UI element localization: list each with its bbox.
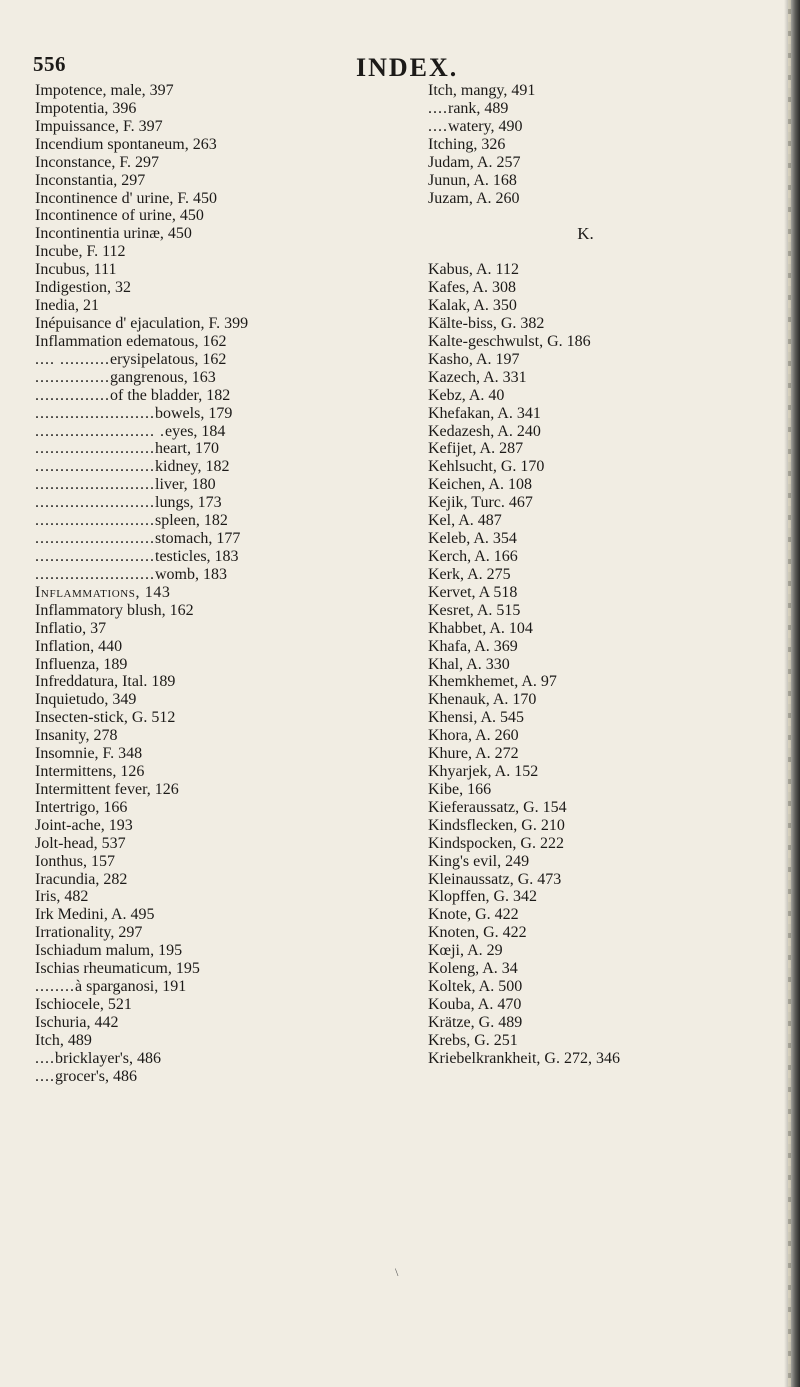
blank-line	[428, 207, 773, 225]
index-entry	[35, 297, 380, 315]
index-entry	[35, 656, 380, 674]
entry-text: Kabus, A. 112	[428, 261, 519, 279]
entry-text: grocer's, 486	[55, 1067, 137, 1085]
index-entry	[428, 727, 773, 745]
entry-text: of the bladder, 182	[110, 386, 231, 404]
index-entry	[428, 333, 773, 351]
entry-text: à sparganosi, 191	[75, 978, 187, 996]
entry-text: Khefakan, A. 341	[428, 404, 541, 422]
index-subentry	[35, 387, 380, 405]
entry-text: Kibe, 166	[428, 780, 492, 798]
index-entry	[35, 261, 380, 279]
leader-dots: ....	[35, 1067, 55, 1085]
leader-dots: ........................	[35, 565, 155, 583]
index-entry	[428, 817, 773, 835]
entry-text: Koltek, A. 500	[428, 978, 523, 996]
leader-dots: ....	[35, 1049, 55, 1067]
entry-text: Juzam, A. 260	[428, 189, 520, 207]
index-subentry	[35, 476, 380, 494]
index-subentry	[35, 423, 380, 441]
entry-text: Impotentia, 396	[35, 99, 137, 117]
leader-dots: ....	[428, 99, 448, 117]
leader-dots: ....	[428, 117, 448, 135]
entry-text: Kindspocken, G. 222	[428, 834, 564, 852]
entry-text: Inflammatory blush, 162	[35, 601, 194, 619]
leader-dots: ........................	[35, 512, 155, 530]
entry-text: Kalak, A. 350	[428, 297, 517, 315]
index-entry	[428, 261, 773, 279]
entry-text: Kel, A. 487	[428, 512, 502, 530]
entry-text: bowels, 179	[155, 404, 233, 422]
index-entry	[35, 727, 380, 745]
index-entry	[428, 960, 773, 978]
entry-text: Inconstance, F. 297	[35, 153, 160, 171]
entry-text: Incontinence of urine, 450	[35, 207, 204, 225]
entry-text: Kriebelkrankheit, G. 272, 346	[428, 1049, 620, 1067]
index-entry	[428, 458, 773, 476]
index-entry	[428, 942, 773, 960]
index-entry	[35, 82, 380, 100]
index-entry	[428, 369, 773, 387]
leader-dots: .... ..........	[35, 350, 110, 368]
entry-text: Inflatio, 37	[35, 619, 107, 637]
entry-text: Kerk, A. 275	[428, 565, 511, 583]
index-subentry	[35, 494, 380, 512]
index-entry	[428, 763, 773, 781]
index-entry	[428, 906, 773, 924]
entry-text: Inflammations, 143	[35, 583, 171, 601]
entry-text: Inépuisance d' ejaculation, F. 399	[35, 314, 249, 332]
index-subentry	[35, 351, 380, 369]
index-entry	[428, 190, 773, 208]
entry-text: Khensi, A. 545	[428, 709, 524, 727]
index-entry	[35, 996, 380, 1014]
entry-text: Kejik, Turc. 467	[428, 494, 533, 512]
entry-text: Kehlsucht, G. 170	[428, 458, 545, 476]
entry-text: Influenza, 189	[35, 655, 128, 673]
index-entry	[35, 745, 380, 763]
index-entry	[35, 136, 380, 154]
entry-text: Inedia, 21	[35, 297, 99, 315]
leader-dots: ........................	[35, 494, 155, 512]
entry-text: Insecten-stick, G. 512	[35, 709, 176, 727]
index-subentry	[35, 369, 380, 387]
entry-text: Koleng, A. 34	[428, 960, 518, 978]
entry-text: liver, 180	[155, 476, 216, 494]
index-subentry	[35, 405, 380, 423]
index-entry	[35, 799, 380, 817]
index-entry	[428, 835, 773, 853]
leader-dots: ........................	[35, 440, 155, 458]
entry-text: Intermittens, 126	[35, 763, 145, 781]
index-entry	[35, 906, 380, 924]
leader-dots: ........	[35, 978, 75, 996]
entry-text: Incendium spontaneum, 263	[35, 135, 217, 153]
index-entry	[428, 1050, 773, 1068]
index-subentry	[35, 458, 380, 476]
index-column-right	[428, 82, 773, 1068]
entry-text: Kesret, A. 515	[428, 601, 521, 619]
entry-text: Incubus, 111	[35, 261, 117, 279]
entry-text: Krebs, G. 251	[428, 1031, 518, 1049]
blank-line	[428, 243, 773, 261]
entry-text: Incube, F. 112	[35, 243, 126, 261]
index-entry	[35, 172, 380, 190]
index-entry	[35, 638, 380, 656]
entry-text: Kalte-geschwulst, G. 186	[428, 332, 591, 350]
entry-text: gangrenous, 163	[110, 368, 216, 386]
index-entry	[428, 853, 773, 871]
index-entry	[35, 835, 380, 853]
index-entry	[428, 440, 773, 458]
index-subentry	[35, 1050, 380, 1068]
entry-text: erysipelatous, 162	[110, 350, 227, 368]
index-entry	[428, 1032, 773, 1050]
entry-text: Irk Medini, A. 495	[35, 906, 155, 924]
entry-text: Khora, A. 260	[428, 727, 519, 745]
index-entry	[428, 584, 773, 602]
entry-text: Incontinentia urinæ, 450	[35, 225, 192, 243]
entry-text: Keleb, A. 354	[428, 530, 517, 548]
entry-text: Indigestion, 32	[35, 279, 131, 297]
index-entry	[428, 136, 773, 154]
index-entry	[428, 512, 773, 530]
entry-text: Khure, A. 272	[428, 745, 519, 763]
entry-text: Knoten, G. 422	[428, 924, 527, 942]
entry-text: Ischuria, 442	[35, 1013, 119, 1031]
stray-mark: \	[395, 1265, 399, 1279]
entry-text: Ischiocele, 521	[35, 996, 132, 1014]
index-entry	[35, 154, 380, 172]
index-entry	[35, 225, 380, 243]
entry-text: rank, 489	[448, 99, 509, 117]
leader-dots: ........................	[35, 547, 155, 565]
entry-text: King's evil, 249	[428, 852, 530, 870]
entry-text: Kervet, A 518	[428, 583, 518, 601]
entry-text: Insanity, 278	[35, 727, 118, 745]
index-entry	[428, 566, 773, 584]
entry-text: Impotence, male, 397	[35, 82, 174, 99]
entry-text: Itch, mangy, 491	[428, 82, 536, 99]
index-entry	[428, 996, 773, 1014]
entry-text: Intertrigo, 166	[35, 798, 128, 816]
index-subentry	[35, 440, 380, 458]
page-title: INDEX.	[356, 53, 459, 82]
index-entry	[428, 924, 773, 942]
section-letter: K.	[577, 224, 594, 244]
index-entry	[35, 315, 380, 333]
index-entry	[428, 1014, 773, 1032]
index-entry	[35, 888, 380, 906]
index-entry	[35, 853, 380, 871]
entry-text: Kerch, A. 166	[428, 547, 518, 565]
entry-text: womb, 183	[155, 565, 227, 583]
index-entry	[35, 118, 380, 136]
entry-text: Keichen, A. 108	[428, 476, 532, 494]
entry-text: Khafa, A. 369	[428, 637, 518, 655]
index-entry	[428, 297, 773, 315]
entry-text: Klopffen, G. 342	[428, 888, 538, 906]
index-entry	[35, 333, 380, 351]
entry-text: Inquietudo, 349	[35, 691, 137, 709]
entry-text: Infreddatura, Ital. 189	[35, 673, 176, 691]
index-entry	[428, 978, 773, 996]
entry-text: Joint-ache, 193	[35, 816, 133, 834]
index-entry	[428, 387, 773, 405]
index-entry	[428, 351, 773, 369]
index-entry	[35, 100, 380, 118]
index-subentry	[35, 512, 380, 530]
index-entry	[35, 279, 380, 297]
entry-text: Incontinence d' urine, F. 450	[35, 189, 217, 207]
index-entry	[35, 817, 380, 835]
entry-text: Itch, 489	[35, 1031, 92, 1049]
index-entry	[35, 709, 380, 727]
entry-text: kidney, 182	[155, 458, 230, 476]
entry-text: Irrationality, 297	[35, 924, 143, 942]
index-entry	[35, 602, 380, 620]
entry-text: Kouba, A. 470	[428, 996, 522, 1014]
entry-text: Ischias rheumaticum, 195	[35, 960, 200, 978]
index-entry	[428, 530, 773, 548]
index-entry	[428, 279, 773, 297]
index-entry	[428, 888, 773, 906]
entry-text: Khenauk, A. 170	[428, 691, 537, 709]
entry-text: Iracundia, 282	[35, 870, 128, 888]
index-entry	[428, 154, 773, 172]
index-entry	[428, 172, 773, 190]
entry-text: Khabbet, A. 104	[428, 619, 533, 637]
entry-text: eyes, 184	[165, 422, 226, 440]
entry-text: Kedazesh, A. 240	[428, 422, 541, 440]
index-entry	[428, 871, 773, 889]
index-entry	[35, 960, 380, 978]
index-entry	[35, 1032, 380, 1050]
entry-text: Inconstantia, 297	[35, 171, 146, 189]
index-entry	[428, 656, 773, 674]
index-entry	[35, 673, 380, 691]
index-entry	[35, 691, 380, 709]
index-entry	[35, 584, 380, 602]
entry-text: bricklayer's, 486	[55, 1049, 161, 1067]
entry-text: Judam, A. 257	[428, 153, 521, 171]
index-entry	[428, 709, 773, 727]
index-entry	[428, 82, 773, 100]
index-entry	[35, 924, 380, 942]
index-subentry	[35, 566, 380, 584]
index-entry	[428, 620, 773, 638]
entry-text: Impuissance, F. 397	[35, 117, 163, 135]
entry-text: Kasho, A. 197	[428, 350, 520, 368]
entry-text: spleen, 182	[155, 512, 228, 530]
entry-text: Iris, 482	[35, 888, 89, 906]
leader-dots: ........................	[35, 458, 155, 476]
index-entry	[35, 942, 380, 960]
entry-text: Junun, A. 168	[428, 171, 517, 189]
entry-text: testicles, 183	[155, 547, 239, 565]
entry-text: Itching, 326	[428, 135, 506, 153]
leader-dots: ........................	[35, 530, 155, 548]
entry-text: lungs, 173	[155, 494, 222, 512]
entry-text: Kleinaussatz, G. 473	[428, 870, 562, 888]
index-entry	[428, 405, 773, 423]
leader-dots: ........................ .	[35, 422, 165, 440]
entry-text: Kebz, A. 40	[428, 386, 505, 404]
index-entry	[35, 1014, 380, 1032]
entry-text: Ionthus, 157	[35, 852, 115, 870]
leader-dots: ...............	[35, 386, 110, 404]
index-entry	[428, 691, 773, 709]
entry-text: Kafes, A. 308	[428, 279, 516, 297]
entry-text: Inflation, 440	[35, 637, 123, 655]
index-entry	[428, 673, 773, 691]
index-entry	[428, 602, 773, 620]
index-subentry	[428, 118, 773, 136]
entry-text: Kœji, A. 29	[428, 942, 503, 960]
entry-text: Jolt-head, 537	[35, 834, 126, 852]
entry-text: Inflammation edematous, 162	[35, 332, 227, 350]
index-entry	[428, 315, 773, 333]
entry-text: Insomnie, F. 348	[35, 745, 143, 763]
leader-dots: ...............	[35, 368, 110, 386]
entry-text: Krätze, G. 489	[428, 1013, 523, 1031]
index-entry	[428, 423, 773, 441]
index-entry	[35, 190, 380, 208]
index-entry	[35, 207, 380, 225]
leader-dots: ........................	[35, 404, 155, 422]
entry-text: Knote, G. 422	[428, 906, 519, 924]
index-entry	[428, 799, 773, 817]
index-subentry	[35, 530, 380, 548]
entry-text: Khyarjek, A. 152	[428, 763, 539, 781]
index-column-left	[35, 82, 380, 1086]
entry-text: heart, 170	[155, 440, 219, 458]
entry-text: Intermittent fever, 126	[35, 780, 179, 798]
index-entry	[428, 638, 773, 656]
entry-text: Kefijet, A. 287	[428, 440, 524, 458]
index-entry	[428, 494, 773, 512]
index-subentry	[35, 1068, 380, 1086]
entry-text: Kieferaussatz, G. 154	[428, 798, 567, 816]
page-number: 556	[33, 52, 66, 76]
page-edge	[784, 0, 800, 1387]
index-entry	[428, 548, 773, 566]
index-entry	[428, 781, 773, 799]
entry-text: Ischiadum malum, 195	[35, 942, 183, 960]
index-entry	[35, 781, 380, 799]
leader-dots: ........................	[35, 476, 155, 494]
index-subentry	[35, 548, 380, 566]
index-entry	[35, 243, 380, 261]
index-entry	[35, 620, 380, 638]
entry-text: Kindsflecken, G. 210	[428, 816, 565, 834]
index-entry	[428, 476, 773, 494]
index-entry	[428, 745, 773, 763]
entry-text: stomach, 177	[155, 530, 241, 548]
index-subentry	[428, 100, 773, 118]
entry-text: Kälte-biss, G. 382	[428, 314, 545, 332]
index-entry	[35, 871, 380, 889]
index-subentry	[35, 978, 380, 996]
entry-text: watery, 490	[448, 117, 523, 135]
entry-text: Khemkhemet, A. 97	[428, 673, 557, 691]
entry-text: Khal, A. 330	[428, 655, 510, 673]
index-entry	[35, 763, 380, 781]
entry-text: Kazech, A. 331	[428, 368, 527, 386]
